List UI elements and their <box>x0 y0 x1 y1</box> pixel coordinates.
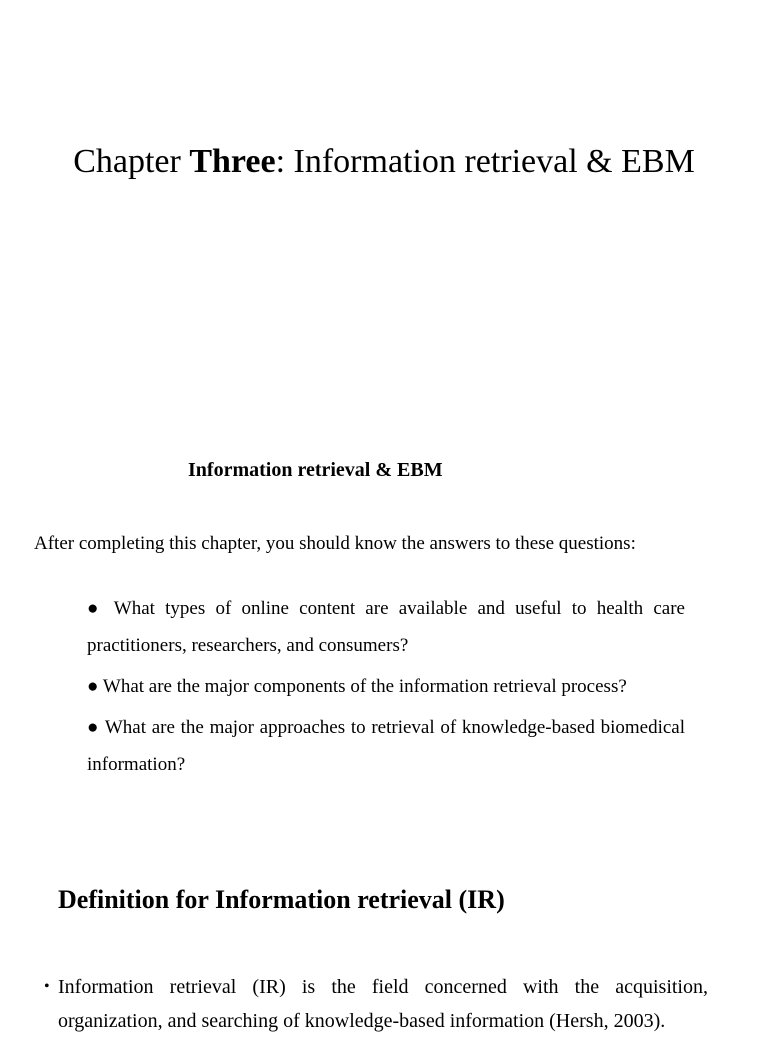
chapter-title-number: Three <box>189 142 276 180</box>
definition-text: Information retrieval (IR) is the field concerned with the acquisition, organization, and searching of knowledge-based information (Hersh, 2003). <box>58 976 708 1032</box>
chapter-title-prefix: Chapter <box>73 142 190 180</box>
chapter-title <box>60 143 708 181</box>
question-item: ● What are the major approaches to retrieval of knowledge-based biomedical information? <box>87 717 685 775</box>
intro-paragraph: After completing this chapter, you should know the answers to these questions: <box>34 533 636 554</box>
bullet-icon: • <box>44 978 50 995</box>
question-item: ● What types of online content are available and useful to health care practitioners, researchers, and consumers? <box>87 598 685 656</box>
definition-paragraph <box>44 970 708 1038</box>
section-heading: Information retrieval & EBM <box>188 459 443 481</box>
questions-list <box>87 590 685 787</box>
question-item: ● What are the major components of the information retrieval process? <box>87 676 627 697</box>
chapter-title-topic: : Information retrieval & EBM <box>275 142 695 180</box>
definition-heading: Definition for Information retrieval (IR) <box>58 885 505 914</box>
